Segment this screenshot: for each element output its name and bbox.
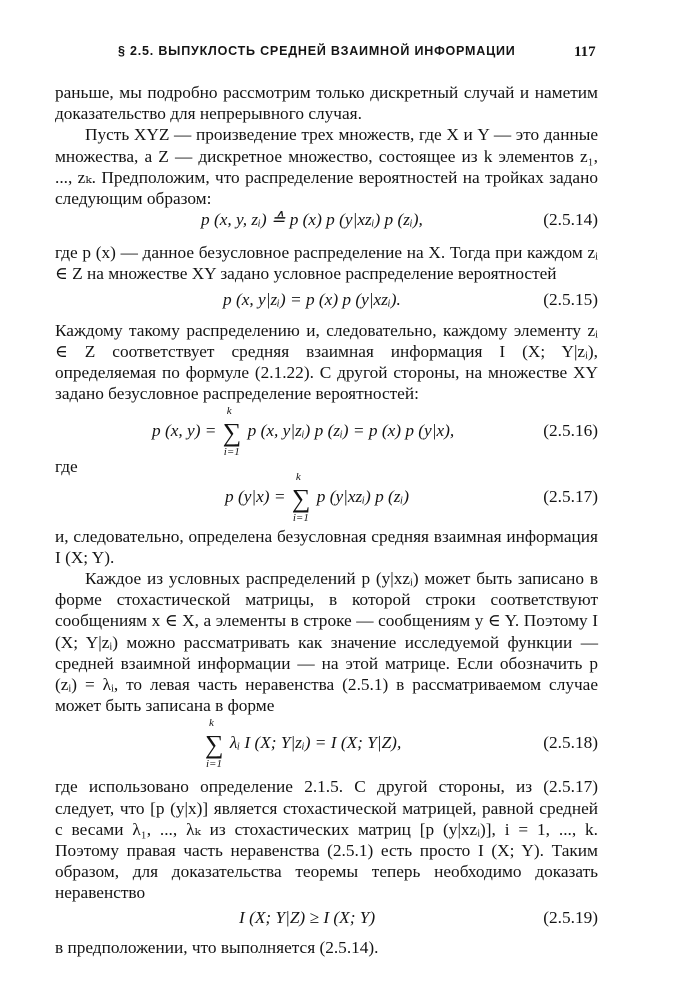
page-header — [0, 44, 694, 66]
summation-sign: ∑ k i=1 — [291, 470, 311, 524]
paragraph-8: где использовано определение 2.1.5. С другой стороны, из (2.5.17) следует, что [p (y|x)] является стохастической матрицей, равной средней с весами λ₁, ..., λₖ из стохастических матриц [p (y|xzᵢ)], i = 1, ..., k. Поэтому правая часть неравенства (2.5.1) есть просто I (X; Y). Таким образом, для доказательства теоремы теперь необходимо доказать неравенство — [55, 777, 598, 903]
equation-number: (2.5.17) — [543, 486, 598, 506]
summation-sign: ∑ k i=1 — [205, 717, 224, 771]
sum-lower-limit: i=1 — [292, 511, 309, 524]
equation-left: p (y|x) = — [225, 486, 286, 506]
equation-2-5-15 — [55, 289, 598, 320]
running-head: § 2.5. ВЫПУКЛОСТЬ СРЕДНЕЙ ВЗАИМНОЙ ИНФОРМАЦИИ — [118, 44, 516, 58]
paragraph-5: где — [55, 457, 78, 477]
equation-left: p (x, y) = — [152, 421, 217, 441]
paragraph-6: и, следовательно, определена безусловная средняя взаимная информация I (X; Y). — [55, 526, 598, 567]
equation-formula: p (x, y, zᵢ) ≙ p (x) p (y|xzᵢ) p (zᵢ), — [201, 210, 423, 230]
sum-lower-limit: i=1 — [223, 446, 240, 459]
equation-number: (2.5.15) — [543, 289, 598, 309]
paragraph-2: Пусть XYZ — произведение трех множеств, где X и Y — это данные множества, а Z — дискретное множество, состоящее из k элементов z₁, ..., zₖ. Предположим, что распределение вероятностей на тройках задано следующим образом: — [55, 125, 598, 209]
equation-number: (2.5.18) — [543, 733, 598, 753]
equation-2-5-18 — [55, 716, 598, 776]
sum-upper-limit: k — [295, 470, 301, 483]
equation-number: (2.5.14) — [543, 210, 598, 230]
paragraph-9: в предположении, что выполняется (2.5.14). — [55, 937, 379, 957]
equation-formula — [225, 470, 410, 524]
equation-formula — [203, 717, 402, 771]
equation-right: p (x, y|zᵢ) p (zᵢ) = p (x) p (y|x), — [247, 421, 455, 441]
body-text — [55, 82, 598, 958]
equation-2-5-19 — [55, 907, 598, 937]
paragraph-3: где p (x) — данное безусловное распределение на X. Тогда при каждом zᵢ ∈ Z на множестве XY задано условное распределение вероятностей — [55, 243, 598, 284]
sum-upper-limit: k — [209, 717, 214, 730]
sum-upper-limit: k — [226, 405, 232, 418]
sum-lower-limit: i=1 — [206, 758, 222, 771]
equation-2-5-16 — [55, 404, 598, 464]
page-number: 117 — [574, 44, 596, 60]
equation-formula: p (x, y|zᵢ) = p (x) p (y|xzᵢ). — [223, 289, 401, 309]
equation-formula — [152, 405, 455, 459]
equation-number: (2.5.16) — [543, 421, 598, 441]
paragraph-4: Каждому такому распределению и, следовательно, каждому элементу zᵢ ∈ Z соответствует средняя взаимная информация I (X; Y|zᵢ), определяемая по формуле (2.1.22). С другой стороны, на множестве XY задано безусловное распределение вероятностей: — [55, 320, 598, 404]
paragraph-1: раньше, мы подробно рассмотрим только дискретный случай и наметим доказательство для непрерывного случая. — [55, 83, 598, 124]
equation-right: p (y|xzᵢ) p (zᵢ) — [316, 486, 410, 506]
equation-number: (2.5.19) — [543, 907, 598, 927]
summation-sign: ∑ k i=1 — [222, 405, 242, 459]
equation-formula: I (X; Y|Z) ≥ I (X; Y) — [239, 907, 376, 927]
equation-right: λᵢ I (X; Y|zᵢ) = I (X; Y|Z), — [229, 733, 402, 753]
paragraph-7: Каждое из условных распределений p (y|xzᵢ) может быть записано в форме стохастической матрицы, в которой строки соответствуют сообщениям x ∈ X, а элементы в строке — сообщениям y ∈ Y. Поэтому I (X; Y|zᵢ) можно рассматривать как значение исследуемой функции — средней взаимной информации — на этой матрице. Если обозначить p (zᵢ) = λᵢ, то левая часть неравенства (2.5.1) в рассматриваемом случае может быть записана в форме — [55, 569, 598, 716]
equation-2-5-17 — [55, 470, 598, 526]
equation-2-5-14 — [55, 209, 598, 242]
